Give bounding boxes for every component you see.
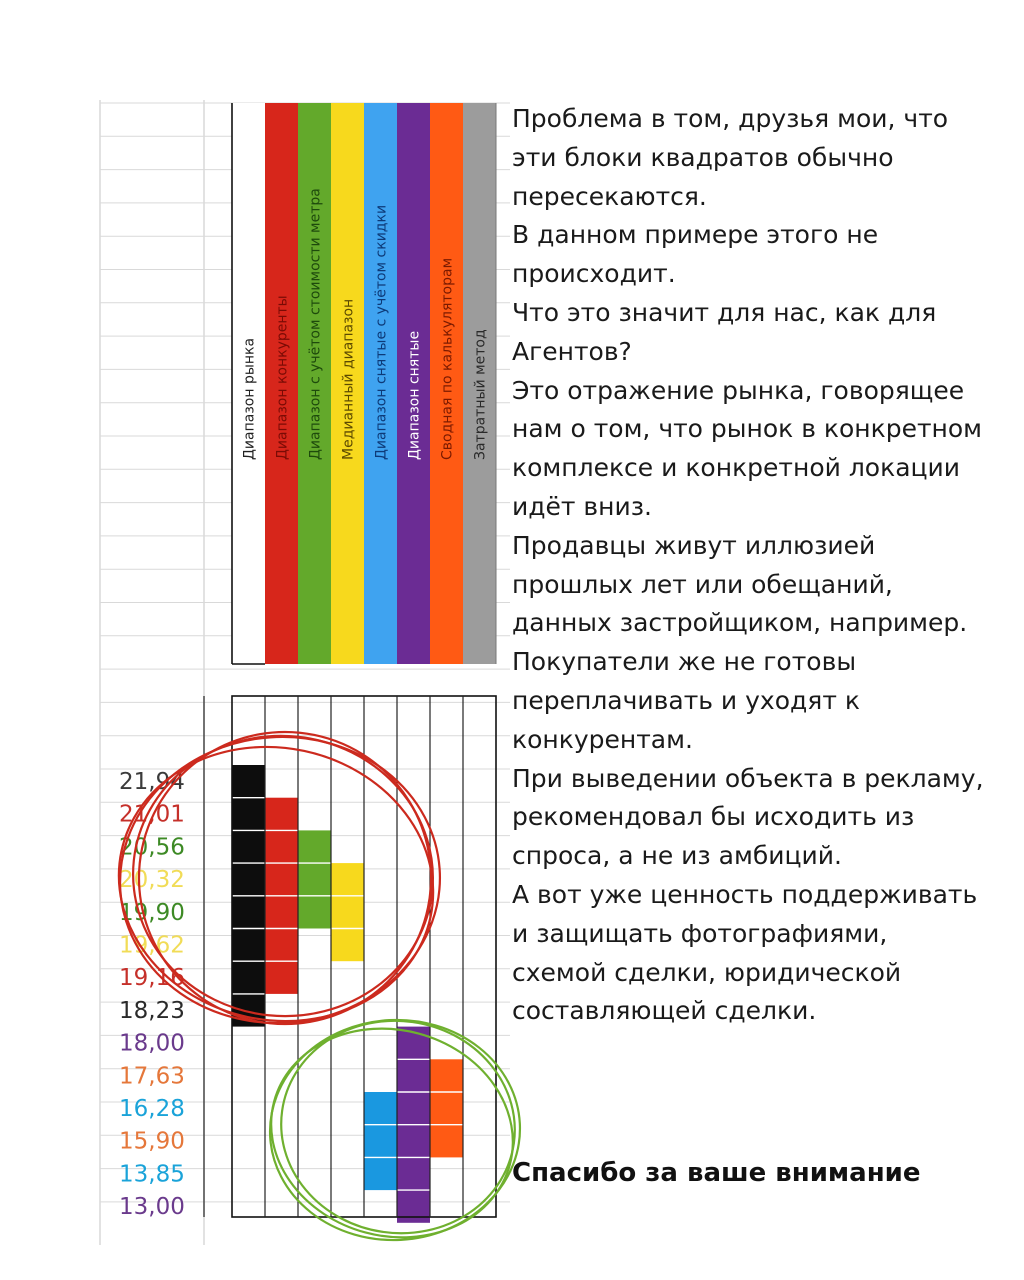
text-line: А вот уже ценность поддерживать <box>512 879 978 909</box>
price-label: 21,94 <box>119 769 185 795</box>
column-header-label: Диапазон с учётом стоимости метра <box>307 188 324 460</box>
text-line: конкурентам. <box>512 724 693 754</box>
text-line: схемой сделки, юридической <box>512 957 902 987</box>
price-label: 18,00 <box>119 1030 185 1057</box>
text-line: Продавцы живут иллюзией <box>512 530 876 560</box>
range-block <box>364 1092 397 1190</box>
column-header-label: Медианный диапазон <box>340 298 357 460</box>
text-line: Проблема в том, друзья мои, что <box>512 104 949 133</box>
text-line: переплачивать и уходят к <box>512 685 860 715</box>
price-label: 18,23 <box>119 997 185 1024</box>
price-label: 20,56 <box>119 834 185 861</box>
range-block <box>331 863 364 961</box>
closing-line: Спасибо за ваше внимание <box>512 1158 921 1188</box>
column-header-label: Диапазон снятые <box>406 330 423 460</box>
text-line: данных застройщиком, например. <box>512 608 968 638</box>
text-line: спроса, а не из амбиций. <box>512 841 842 871</box>
text-line: комплексе и конкретной локации <box>512 453 961 483</box>
text-line: происходит. <box>512 259 676 289</box>
column-header-label: Затратный метод <box>472 329 489 460</box>
price-label: 19,62 <box>119 932 185 959</box>
text-line: При выведении объекта в рекламу, <box>512 763 984 793</box>
text-line: идёт вниз. <box>512 491 652 521</box>
price-label: 13,00 <box>119 1194 185 1221</box>
range-block-group <box>232 765 463 1223</box>
range-block <box>430 1059 463 1157</box>
text-line: В данном примере этого не <box>512 220 879 250</box>
text-line: и защищать фотографиями, <box>512 918 888 948</box>
price-label: 15,90 <box>119 1128 185 1155</box>
price-label: 20,32 <box>119 867 185 894</box>
price-label: 16,28 <box>119 1096 185 1122</box>
text-line: эти блоки квадратов обычно <box>512 142 894 172</box>
column-header-label: Диапазон рынка <box>241 337 258 460</box>
column-header-group <box>232 103 496 664</box>
text-line: рекомендовал бы исходить из <box>512 802 915 832</box>
range-block <box>298 830 331 928</box>
text-line: прошлых лет или обещаний, <box>512 569 893 599</box>
text-line: Это отражение рынка, говорящее <box>512 375 965 405</box>
text-line: Что это значит для нас, как для <box>512 297 937 327</box>
price-label: 13,85 <box>119 1161 185 1188</box>
price-label: 17,63 <box>119 1063 185 1090</box>
text-line: составляющей сделки. <box>512 996 817 1026</box>
column-header-label: Диапазон конкуренты <box>274 295 291 460</box>
text-line: пересекаются. <box>512 181 707 211</box>
column-header-label: Диапазон снятые с учётом скидки <box>373 204 390 460</box>
text-line: Агентов? <box>512 336 632 366</box>
explanation-text <box>512 100 1012 1031</box>
text-line: нам о том, что рынок в конкретном <box>512 414 983 444</box>
column-header-label: Сводная по калькуляторам <box>439 257 456 460</box>
text-line: Покупатели же не готовы <box>512 647 857 677</box>
price-label: 19,90 <box>119 899 185 926</box>
price-label: 21,01 <box>119 801 185 828</box>
price-label: 19,16 <box>119 965 185 992</box>
